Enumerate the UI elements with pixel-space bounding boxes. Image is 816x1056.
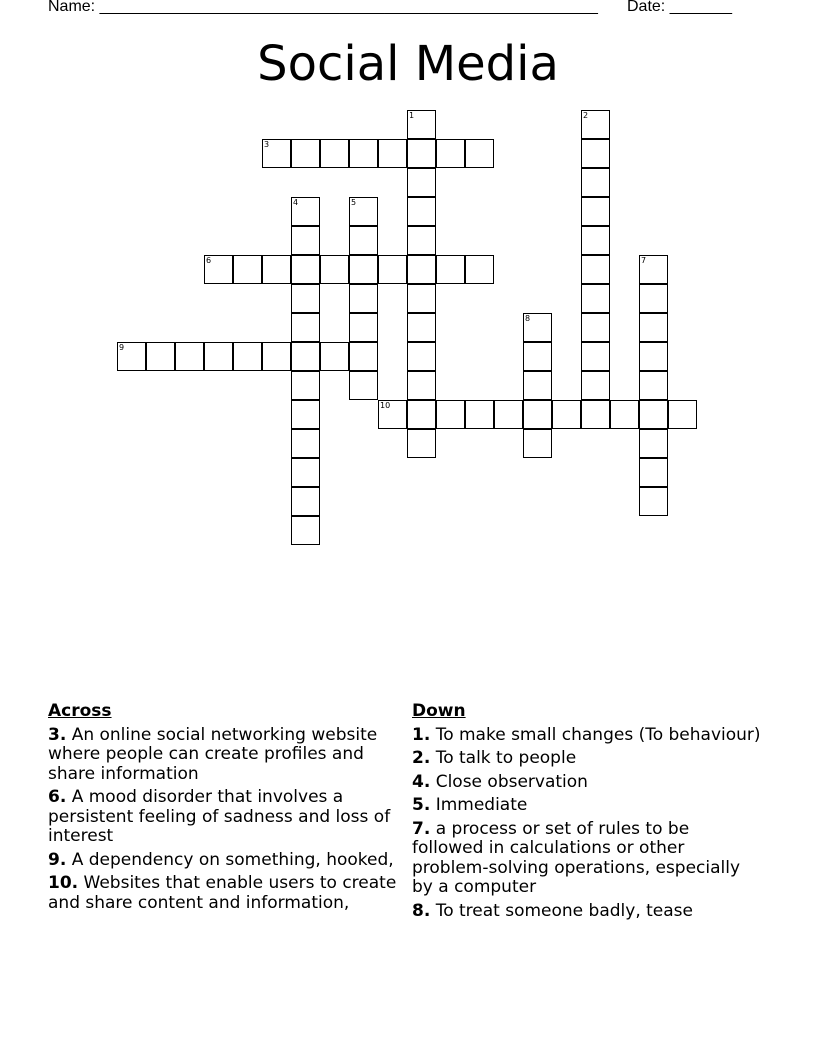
crossword-cell[interactable] bbox=[581, 168, 610, 197]
crossword-cell[interactable] bbox=[349, 139, 378, 168]
crossword-cell[interactable] bbox=[349, 226, 378, 255]
crossword-cell[interactable] bbox=[581, 342, 610, 371]
crossword-cell[interactable] bbox=[320, 342, 349, 371]
clue-number: 1. bbox=[412, 724, 431, 745]
clue-number: 9. bbox=[48, 849, 67, 870]
crossword-cell[interactable] bbox=[291, 226, 320, 255]
crossword-cell[interactable] bbox=[523, 371, 552, 400]
crossword-cell[interactable] bbox=[407, 429, 436, 458]
across-clues bbox=[48, 702, 406, 917]
crossword-cell[interactable] bbox=[407, 197, 436, 226]
crossword-cell[interactable] bbox=[639, 429, 668, 458]
crossword-cell[interactable] bbox=[291, 371, 320, 400]
crossword-cell[interactable] bbox=[349, 371, 378, 400]
crossword-cell[interactable] bbox=[291, 429, 320, 458]
crossword-cell[interactable] bbox=[436, 400, 465, 429]
crossword-cell[interactable] bbox=[523, 429, 552, 458]
down-clue bbox=[412, 902, 764, 922]
crossword-cell[interactable] bbox=[639, 313, 668, 342]
crossword-cell[interactable] bbox=[436, 255, 465, 284]
cell-number: 8 bbox=[525, 314, 531, 323]
crossword-cell[interactable] bbox=[407, 342, 436, 371]
cell-number: 7 bbox=[641, 256, 647, 265]
crossword-cell[interactable] bbox=[668, 400, 697, 429]
crossword-cell[interactable] bbox=[146, 342, 175, 371]
crossword-cell[interactable] bbox=[436, 139, 465, 168]
crossword-cell[interactable] bbox=[233, 255, 262, 284]
clue-text: To talk to people bbox=[430, 748, 577, 768]
clue-number: 6. bbox=[48, 787, 67, 807]
date-field[interactable]: Date: _______ bbox=[627, 0, 732, 15]
crossword-cell[interactable] bbox=[639, 371, 668, 400]
crossword-cell[interactable] bbox=[639, 458, 668, 487]
crossword-cell[interactable] bbox=[378, 400, 407, 429]
down-clue bbox=[412, 726, 764, 746]
clue-text: A dependency on something, hooked, bbox=[66, 849, 394, 870]
across-clue bbox=[48, 851, 406, 871]
crossword-cell[interactable] bbox=[465, 400, 494, 429]
clue-number: 3. bbox=[48, 724, 67, 745]
puzzle-title: Social Media bbox=[257, 36, 559, 92]
crossword-cell[interactable] bbox=[291, 487, 320, 516]
crossword-cell[interactable] bbox=[291, 284, 320, 313]
crossword-cell[interactable] bbox=[494, 400, 523, 429]
crossword-cell[interactable] bbox=[552, 400, 581, 429]
clue-text: Websites that enable users to create and share content and information, bbox=[48, 873, 397, 913]
crossword-cell[interactable] bbox=[291, 255, 320, 284]
crossword-cell[interactable] bbox=[291, 139, 320, 168]
clue-text: Close observation bbox=[430, 771, 588, 792]
name-field[interactable]: Name: ________________________________________________________ bbox=[48, 0, 598, 15]
crossword-cell[interactable] bbox=[581, 110, 610, 139]
across-clue bbox=[48, 874, 406, 913]
crossword-cell[interactable] bbox=[407, 400, 436, 429]
crossword-cell[interactable] bbox=[320, 139, 349, 168]
crossword-cell[interactable] bbox=[349, 197, 378, 226]
crossword-cell[interactable] bbox=[639, 487, 668, 516]
crossword-cell[interactable] bbox=[378, 255, 407, 284]
crossword-cell[interactable] bbox=[465, 139, 494, 168]
clue-number: 7. bbox=[412, 818, 431, 839]
cell-number: 5 bbox=[351, 198, 357, 207]
crossword-cell[interactable] bbox=[291, 458, 320, 487]
across-heading: Across bbox=[48, 701, 112, 721]
crossword-cell[interactable] bbox=[175, 342, 204, 371]
across-clue bbox=[48, 788, 406, 847]
cell-number: 6 bbox=[206, 256, 212, 265]
clue-number: 4. bbox=[412, 771, 431, 792]
clue-number: 2. bbox=[412, 748, 431, 768]
crossword-cell[interactable] bbox=[407, 226, 436, 255]
down-heading: Down bbox=[412, 701, 466, 721]
crossword-cell[interactable] bbox=[581, 197, 610, 226]
down-clue bbox=[412, 820, 764, 898]
crossword-cell[interactable] bbox=[523, 342, 552, 371]
crossword-cell[interactable] bbox=[407, 139, 436, 168]
clue-text: An online social networking website where people can create profiles and share information bbox=[48, 724, 378, 784]
cell-number: 10 bbox=[380, 401, 391, 410]
crossword-cell[interactable] bbox=[407, 255, 436, 284]
down-clue bbox=[412, 773, 764, 793]
crossword-cell[interactable] bbox=[465, 255, 494, 284]
crossword-cell[interactable] bbox=[291, 313, 320, 342]
crossword-cell[interactable] bbox=[233, 342, 262, 371]
crossword-cell[interactable] bbox=[349, 342, 378, 371]
crossword-cell[interactable] bbox=[407, 110, 436, 139]
cell-number: 1 bbox=[409, 111, 415, 120]
crossword-cell[interactable] bbox=[581, 255, 610, 284]
clue-text: A mood disorder that involves a persistent feeling of sadness and loss of interest bbox=[48, 787, 391, 846]
crossword-cell[interactable] bbox=[349, 284, 378, 313]
cell-number: 9 bbox=[119, 343, 125, 352]
crossword-cell[interactable] bbox=[407, 168, 436, 197]
clue-number: 5. bbox=[412, 795, 431, 815]
crossword-cell[interactable] bbox=[204, 342, 233, 371]
down-clues bbox=[412, 702, 764, 925]
crossword-cell[interactable] bbox=[581, 400, 610, 429]
down-clue bbox=[412, 749, 764, 769]
crossword-cell[interactable] bbox=[523, 400, 552, 429]
crossword-cell[interactable] bbox=[407, 371, 436, 400]
crossword-cell[interactable] bbox=[320, 255, 349, 284]
crossword-cell[interactable] bbox=[349, 255, 378, 284]
clue-text: To make small changes (To behaviour) bbox=[430, 724, 761, 745]
crossword-cell[interactable] bbox=[639, 255, 668, 284]
clue-number: 8. bbox=[412, 900, 431, 921]
crossword-cell[interactable] bbox=[407, 284, 436, 313]
clue-text: To treat someone badly, tease bbox=[430, 900, 693, 921]
crossword-cell[interactable] bbox=[581, 313, 610, 342]
crossword-cell[interactable] bbox=[610, 400, 639, 429]
crossword-cell[interactable] bbox=[407, 313, 436, 342]
crossword-cell[interactable] bbox=[581, 226, 610, 255]
crossword-cell[interactable] bbox=[581, 371, 610, 400]
crossword-cell[interactable] bbox=[291, 342, 320, 371]
cell-number: 4 bbox=[293, 198, 299, 207]
crossword-cell[interactable] bbox=[581, 139, 610, 168]
clue-text: Immediate bbox=[430, 795, 528, 815]
crossword-cell[interactable] bbox=[117, 342, 146, 371]
crossword-cell[interactable] bbox=[262, 255, 291, 284]
crossword-cell[interactable] bbox=[378, 139, 407, 168]
crossword-cell[interactable] bbox=[262, 342, 291, 371]
clue-number: 10. bbox=[48, 873, 79, 893]
down-clue-list bbox=[412, 726, 764, 922]
down-clue bbox=[412, 796, 764, 816]
across-clue bbox=[48, 726, 406, 785]
crossword-cell[interactable] bbox=[349, 313, 378, 342]
cell-number: 2 bbox=[583, 111, 589, 120]
crossword-cell[interactable] bbox=[291, 516, 320, 545]
crossword-cell[interactable] bbox=[639, 400, 668, 429]
crossword-cell[interactable] bbox=[291, 400, 320, 429]
crossword-cell[interactable] bbox=[291, 197, 320, 226]
clue-text: a process or set of rules to be followed in calculations or other problem-solving operations, especially by a computer bbox=[412, 818, 741, 897]
cell-number: 3 bbox=[264, 140, 270, 149]
crossword-cell[interactable] bbox=[523, 313, 552, 342]
crossword-cell[interactable] bbox=[262, 139, 291, 168]
crossword-cell[interactable] bbox=[581, 284, 610, 313]
crossword-cell[interactable] bbox=[204, 255, 233, 284]
crossword-cell[interactable] bbox=[639, 284, 668, 313]
crossword-cell[interactable] bbox=[639, 342, 668, 371]
across-clue-list bbox=[48, 726, 406, 914]
